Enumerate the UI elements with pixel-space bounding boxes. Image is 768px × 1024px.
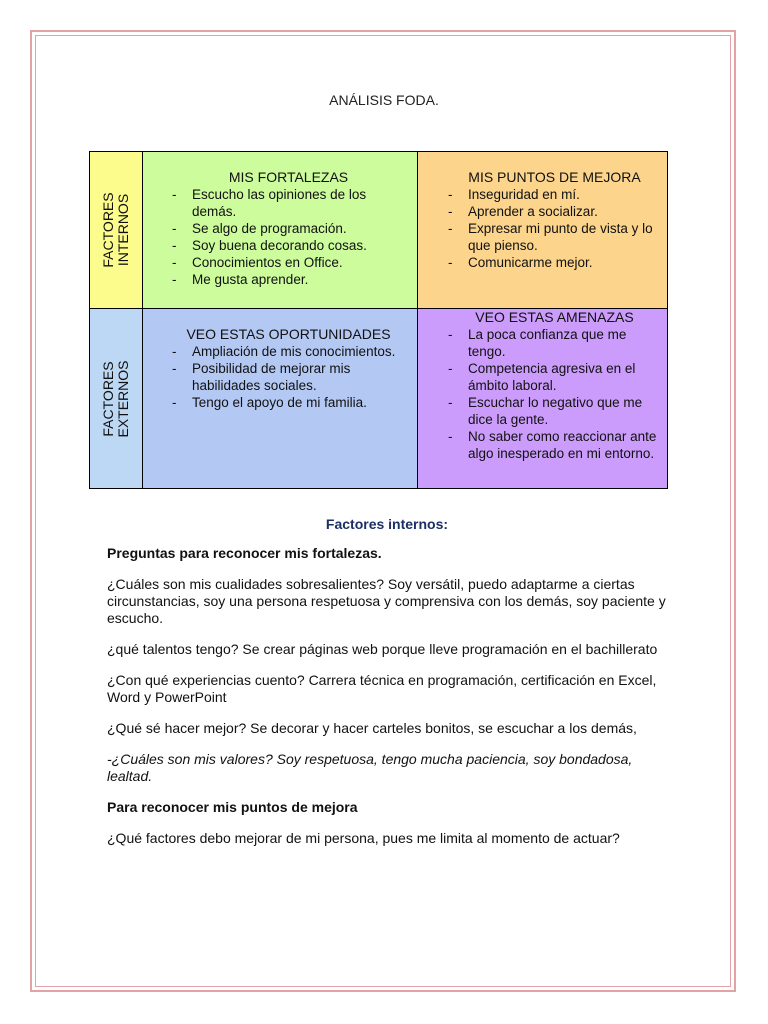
opportunities-quadrant xyxy=(143,309,418,488)
paragraph: -¿Cuáles son mis valores? Soy respetuosa, tengo mucha paciencia, soy bondadosa, lealtad. xyxy=(107,751,633,784)
list-item: - Escuchar lo negativo que me dice la gente. xyxy=(444,394,665,428)
list-item: - Escucho las opiniones de los demás. xyxy=(168,186,409,220)
paragraph: ¿qué talentos tengo? Se crear páginas web porque lleve programación en el bachillerato xyxy=(107,641,658,657)
paragraph: ¿Qué factores debo mejorar de mi persona, pues me limita al momento de actuar? xyxy=(107,830,620,846)
external-factors-label xyxy=(101,360,131,437)
improvement-title: MIS PUNTOS DE MEJORA xyxy=(468,169,641,185)
internal-label-line-2: INTERNOS xyxy=(115,193,131,267)
list-item: - Ampliación de mis conocimientos. xyxy=(168,343,409,360)
list-item: - Posibilidad de mejorar mis habilidades sociales. xyxy=(168,360,409,394)
list-item: - Expresar mi punto de vista y lo que pienso. xyxy=(444,220,665,254)
list-item: - Me gusta aprender. xyxy=(168,271,409,288)
list-item: - Inseguridad en mí. xyxy=(444,186,665,203)
improvement-quadrant xyxy=(418,152,667,309)
paragraph: ¿Con qué experiencias cuento? Carrera técnica en programación, certificación en Excel, Word y PowerPoint xyxy=(107,672,657,705)
strengths-questions-heading: Preguntas para reconocer mis fortalezas. xyxy=(107,545,382,561)
external-label-line-2: EXTERNOS xyxy=(115,359,131,438)
strengths-list xyxy=(168,186,409,288)
list-item: - Competencia agresiva en el ámbito laboral. xyxy=(444,360,665,394)
list-item: - Comunicarme mejor. xyxy=(444,254,665,271)
external-factors-cell xyxy=(90,309,143,488)
threats-quadrant xyxy=(418,309,667,488)
internal-label-line-1: FACTORES xyxy=(100,192,116,268)
list-item: - Soy buena decorando cosas. xyxy=(168,237,409,254)
document-title: ANÁLISIS FODA. xyxy=(329,92,439,108)
threats-list xyxy=(444,326,665,462)
list-item: - La poca confianza que me tengo. xyxy=(444,326,665,360)
paragraph: ¿Qué sé hacer mejor? Se decorar y hacer carteles bonitos, se escuchar a los demás, xyxy=(107,720,637,736)
internal-factors-label xyxy=(101,192,131,267)
opportunities-list xyxy=(168,343,409,411)
opportunities-title: VEO ESTAS OPORTUNIDADES xyxy=(186,326,391,342)
list-item: - No saber como reaccionar ante algo inesperado en mi entorno. xyxy=(444,428,665,462)
internal-factors-cell xyxy=(90,152,143,309)
strengths-title: MIS FORTALEZAS xyxy=(228,169,349,185)
paragraph: ¿Cuáles son mis cualidades sobresalientes? Soy versátil, puedo adaptarme a ciertas circunstancias, soy una persona respetuosa y comprensiva con los demás, soy paciente y escucho. xyxy=(107,576,666,626)
list-item: - Conocimientos en Office. xyxy=(168,254,409,271)
list-item: - Aprender a socializar. xyxy=(444,203,665,220)
section-subheading: Factores internos: xyxy=(325,516,449,532)
strengths-quadrant xyxy=(143,152,418,309)
improvement-questions-heading: Para reconocer mis puntos de mejora xyxy=(107,799,358,815)
list-item: - Tengo el apoyo de mi familia. xyxy=(168,394,409,411)
improvement-list xyxy=(444,186,665,271)
external-label-line-1: FACTORES xyxy=(100,360,116,437)
threats-title: VEO ESTAS AMENAZAS xyxy=(475,309,634,325)
list-item: - Se algo de programación. xyxy=(168,220,409,237)
foda-matrix xyxy=(89,151,668,489)
document-body xyxy=(107,516,667,861)
